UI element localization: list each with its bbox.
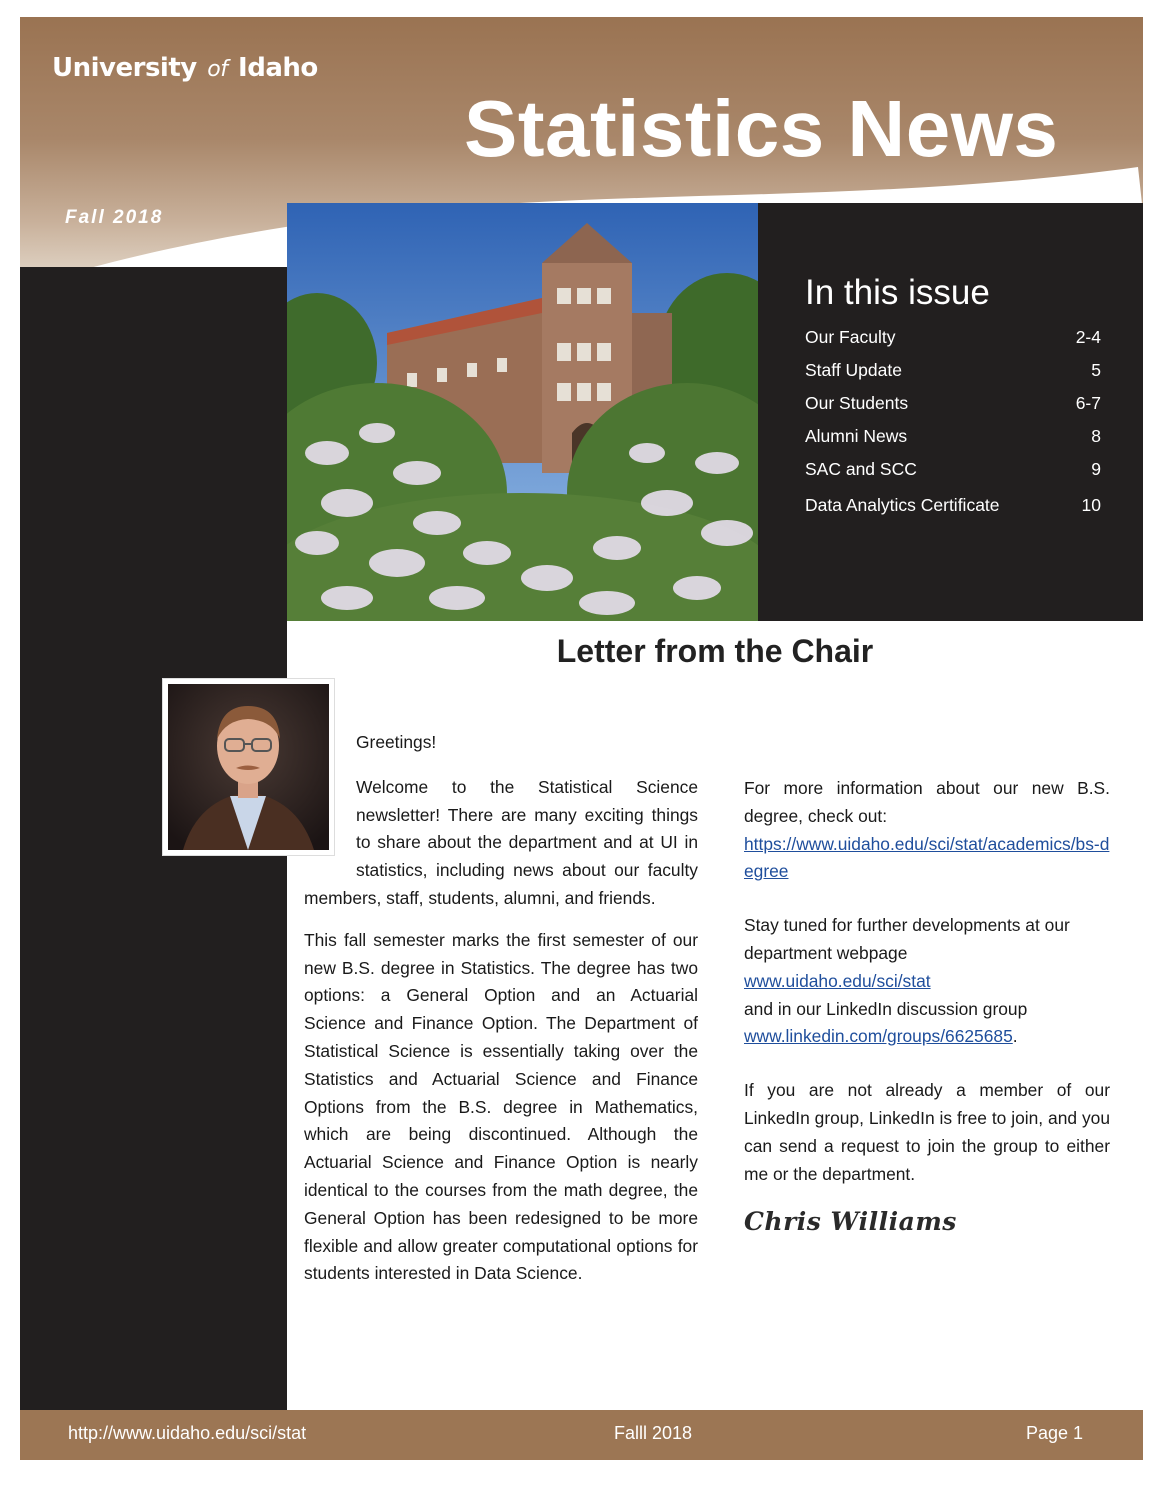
issue-item: Our Students 6-7: [805, 393, 1101, 413]
letter-greeting: Greetings!: [356, 732, 437, 752]
letter-column-left: [304, 729, 698, 1302]
letter-paragraph-4: Stay tuned for further developments at our department webpage www.uidaho.edu/sci/stat and in our LinkedIn discussion group www.linkedin.com/groups/6625685.: [744, 915, 1070, 1047]
letter-paragraph-5: If you are not already a member of our LinkedIn group, LinkedIn is free to join, and you can send a request to join the group to either me or the department.: [744, 1080, 1110, 1184]
page-footer: [20, 1410, 1143, 1460]
newsletter-page: [20, 17, 1143, 1460]
letter-column-right: [744, 775, 1110, 1236]
footer-page-number: Page 1: [1026, 1423, 1084, 1443]
university-logo: University of Idaho: [52, 53, 318, 83]
issue-item: Data Analytics Certificate 10: [805, 495, 1101, 515]
issue-list: [805, 321, 1101, 522]
letter-paragraph-1: Welcome to the Statistical Science newsletter! There are many exciting things to share about the department and at UI in statistics, including news about our faculty members, staff, students, alumni, and friends.: [304, 776, 698, 908]
footer-edition: Falll 2018: [614, 1423, 693, 1443]
in-this-issue-box: [758, 203, 1143, 621]
newsletter-title: Statistics News: [464, 84, 1059, 173]
linkedin-group-link[interactable]: www.linkedin.com/groups/6625685: [744, 1026, 1013, 1047]
letter-paragraph-3: For more information about our new B.S. degree, check out: https://www.uidaho.edu/sci/stat/academics/bs-degree: [744, 778, 1110, 882]
footer-url[interactable]: http://www.uidaho.edu/sci/stat: [68, 1423, 307, 1443]
bs-degree-link[interactable]: https://www.uidaho.edu/sci/stat/academics/bs-degree: [744, 833, 1110, 882]
issue-item: SAC and SCC 9: [805, 459, 1101, 479]
issue-item: Alumni News 8: [805, 426, 1101, 446]
issue-item: Our Faculty 2-4: [805, 327, 1101, 347]
chair-signature: Chris Williams: [744, 1207, 957, 1237]
campus-building-photo: [287, 203, 758, 621]
edition-label: Fall 2018: [65, 207, 164, 228]
issue-item: Staff Update 5: [805, 360, 1101, 380]
letter-title: Letter from the Chair: [556, 633, 874, 669]
department-webpage-link[interactable]: www.uidaho.edu/sci/stat: [744, 970, 931, 991]
letter-paragraph-2: This fall semester marks the first semester of our new B.S. degree in Statistics. The degree has two options: a General Option and an Actuarial Science and Finance Option. The Department of Statistical Science is essentially taking over the Statistics and Actuarial Science and Finance Options from the B.S. degree in Mathematics, which are being discontinued. Although the Actuarial Science and Finance Option is nearly identical to the courses from the math degree, the General Option has been redesigned to be more flexible and allow greater computational options for students interested in Data Science.: [304, 929, 698, 1284]
issue-heading: In this issue: [805, 273, 990, 312]
